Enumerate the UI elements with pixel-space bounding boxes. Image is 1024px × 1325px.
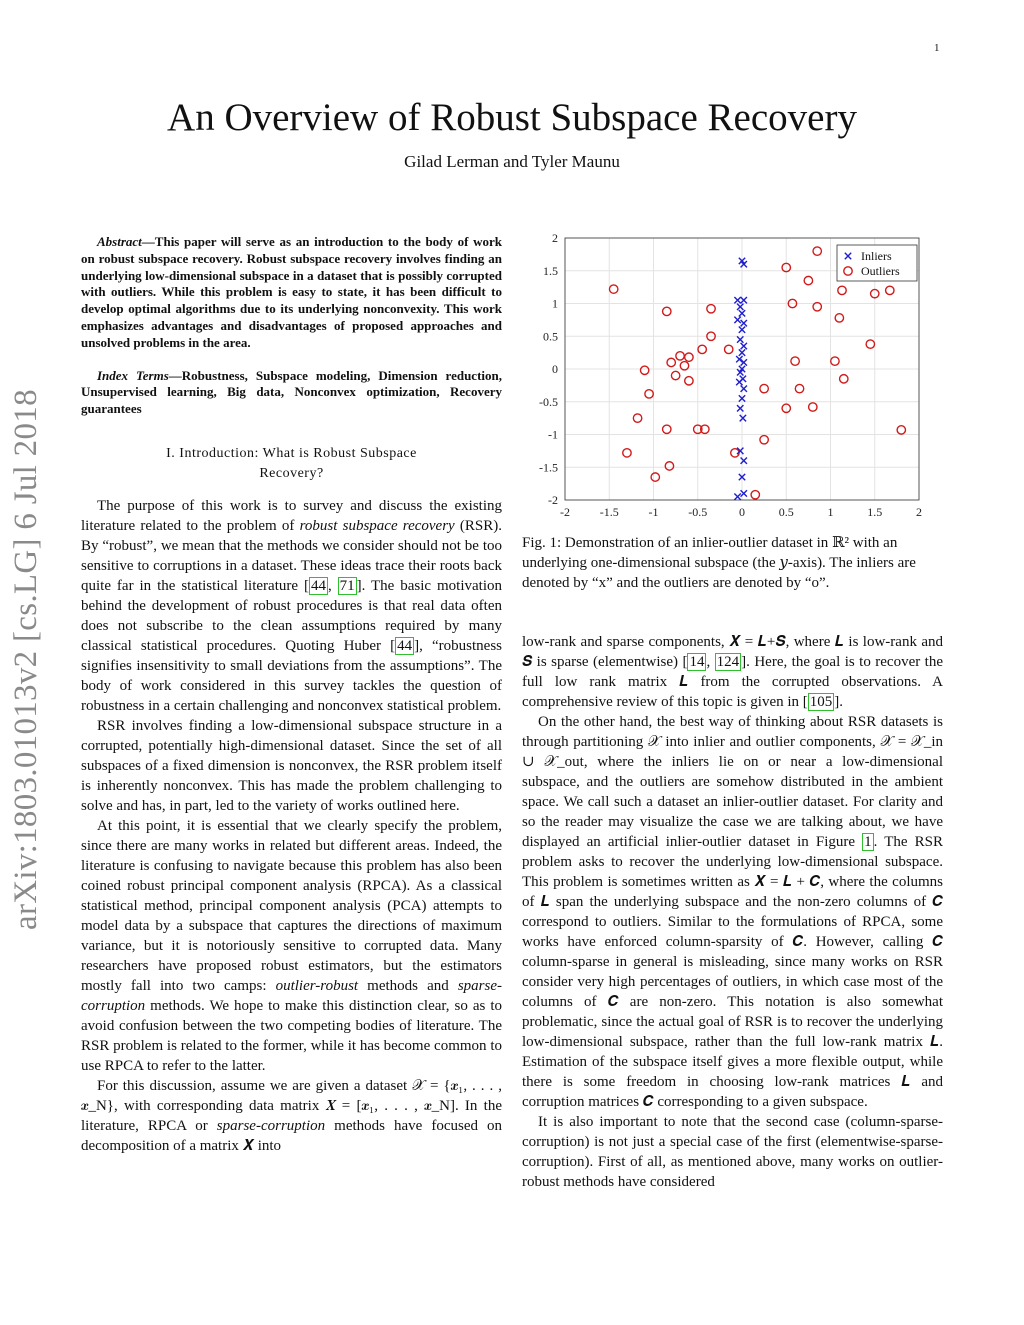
legend-label-inliers: Inliers [861,249,892,263]
page-number: 1 [934,42,940,54]
text: ]. The basic motivation behind the development of robust procedures is that real data often does not subscribe to the clean assumptions required by many classical statistical procedures. Quoting Huber [ [81,577,502,654]
citation-link[interactable]: 105 [809,694,833,710]
paragraph: It is also important to note that the second case (column-sparse-corruption) is not just a special case of the first (elementwise-sparse-corruption). First of all, as mentioned above, many works on outlier-robust methods have considered [522,1114,943,1190]
paper-title: An Overview of Robust Subspace Recovery [167,96,857,139]
text: On the other hand, the best way of thinking about RSR datasets is through partitioning 𝒳 into inlier and outlier components, 𝒳 = 𝒳_in ∪ 𝒳_out, where the inliers lie on or near a low-dimensional subspace, and the outliers are somehow distributed in the ambient space. We call such a dataset an inlier-outlier dataset. For clarity and so the reader may visualize the case we are talking about, we have displayed an artificial inlier-outlier dataset in Figure [522,714,943,850]
paragraph [522,712,943,1112]
emphasis: outlier-robust [275,977,359,994]
y-tick-label: -2 [548,493,558,507]
citation-link[interactable]: 14 [689,654,705,670]
text: At this point, it is essential that we clearly specify the problem, since there are many works in related but different areas. Indeed, the literature is confusing to navigate because this problem has also been coined robust principal component analysis (RPCA). As a classical statistical method, principal component analysis (PCA) attempts to model data by a subspace that captures the directions of maximum variance, but it is notoriously sensitive to corrupted data. Many researchers have proposed robust estimators, but the estimators mostly fall into two camps: [81,817,502,994]
x-tick-label: 0.5 [778,505,794,519]
x-tick-label: 0 [739,505,745,519]
arxiv-identifier: arXiv:1803.01013v2 [cs.LG] 6 Jul 2018 [8,389,44,930]
text: ]. Here, the goal is to recover the full low rank matrix 𝑳 from the corrupted observations. A comprehensive review of this topic is given in [ [522,654,943,710]
legend-label-outliers: Outliers [861,264,900,278]
emphasis: robust subspace recovery [299,517,455,534]
citation-link[interactable]: 44 [310,577,326,594]
index-terms-label: Index Terms [97,367,169,383]
index-terms-text: —Robustness, Subspace modeling, Dimension reduction, Unsupervised learning, Big data, Nonconvex optimization, Recovery guarantees [81,367,502,417]
right-column [522,632,943,1192]
citation-link[interactable]: 124 [716,654,740,670]
scatter-chart [522,232,943,522]
authors: Gilad Lerman and Tyler Maunu [404,152,620,171]
text: methods and [358,977,458,994]
paragraph [81,1076,502,1156]
figure-link[interactable]: 1 [864,834,872,850]
text: low-rank and sparse components, 𝑿 = 𝑳+𝑺, where 𝑳 is low-rank and 𝑺 is sparse (elementwise) [ [522,634,943,670]
paragraph [81,816,502,1076]
paragraph: RSR involves finding a low-dimensional subspace structure in a corrupted, potentially high-dimensional dataset. Since the set of all subspaces of a fixed dimension is nonconvex, the RSR problem itself is inherently nonconvex. This has made the problem challenging to solve and has, in part, led to the variety of works outlined here. [81,717,502,814]
text: (RSR). By “robust”, we mean that the methods we consider should not be too sensitive to corruptions in a dataset. These ideas trace their roots back quite far in the statistical literature [ [81,517,503,594]
x-tick-label: 2 [916,505,922,519]
text: The purpose of this work is to survey and discuss the existing literature related to the problem of [81,497,502,534]
emphasis: sparse-corruption [216,1117,326,1134]
y-tick-label: 0.5 [543,329,558,344]
text: methods. We hope to make this distinction clear, so as to avoid confusion between the two competing bodies of literature. The RSR problem is related to the former, while it has become common to use RPCA to refer to the latter. [81,997,502,1074]
abstract [81,234,502,352]
citation-link[interactable]: 44 [397,637,413,654]
x-tick-label: 1.5 [867,505,883,519]
citation-link[interactable]: 71 [339,577,355,594]
y-tick-label: 1.5 [543,263,558,278]
text: ], “robustness signifies insensitivity to small deviations from the assumptions”. The body of work considered in this survey tackles the question of robustness in a certain challenging and nonconvex statistical problem. [81,637,502,714]
text: , [706,654,715,670]
paragraph [81,496,502,716]
y-tick-label: 0 [552,362,558,376]
figure-1 [522,232,943,527]
text: , [327,577,338,594]
x-tick-label: 1 [827,505,834,519]
abstract-label: Abstract [97,234,142,249]
y-tick-label: 2 [552,232,558,245]
section-heading-line2: Recovery? [259,465,324,481]
text: ]. [834,694,844,710]
y-tick-label: -1.5 [539,460,558,475]
y-tick-label: 1 [552,296,558,311]
emphasis: sparse-corruption [81,977,502,1014]
paragraph [522,632,943,712]
text: . The RSR problem asks to recover the underlying low-dimensional subspace. This problem is sometimes written as 𝑿 = 𝑳 + 𝑪, where the columns of 𝑳 span the underlying subspace and the non-zero columns of 𝑪 correspond to outliers. Similar to the formulations of RPCA, some works have enforced column-sparsity of 𝑪. However, calling 𝑪 column-sparse in general is misleading, since many works on RSR consider very high percentages of outliers, in which case most of the columns of 𝑪 are non-zero. This notation is also somewhat problematic, since the actual goal of RSR is to recover the underlying low-dimensional subspace, rather than the full low-rank matrix 𝑳. Estimation of the subspace itself gives a more flexible output, while there is some freedom in choosing low-rank matrices 𝑳 and corruption matrices 𝑪 corresponding to a given subspace. [522,834,943,1110]
x-tick-label: -0.5 [688,505,708,519]
text: For this discussion, assume we are given a dataset 𝒳 = {𝒙₁, . . . , 𝒙_N}, with corresponding data matrix 𝑿 = [𝒙₁, . . . , 𝒙_N]. In the literature, RPCA or [81,1077,502,1134]
x-tick-label: -2 [560,505,570,519]
x-tick-label: -1.5 [599,505,619,519]
y-tick-label: -0.5 [539,394,558,409]
abstract-text: —This paper will serve as an introduction to the body of work on robust subspace recovery. Robust subspace recovery involves finding an underlying low-dimensional subspace in a dataset that is possibly corrupted with outliers. While this problem is easy to state, it has been difficult to develop optimal algorithms due to its underlying nonconvexity. This work emphasizes advantages and disadvantages of proposed approaches and unsolved problems in the area. [81,234,502,350]
section-heading-line1: I. Introduction: What is Robust Subspace [166,445,417,461]
section-heading [81,444,502,484]
figure-caption: Fig. 1: Demonstration of an inlier-outlier dataset in ℝ² with an underlying one-dimensional subspace (the 𝑦-axis). The inliers are denoted by “x” and the outliers are denoted by “o”. [522,535,916,591]
x-tick-label: -1 [648,505,659,519]
index-terms [81,368,502,418]
y-tick-label: -1 [548,427,558,442]
left-column [81,234,502,1156]
text: methods have focused on decomposition of a matrix 𝑿 into [81,1117,502,1154]
